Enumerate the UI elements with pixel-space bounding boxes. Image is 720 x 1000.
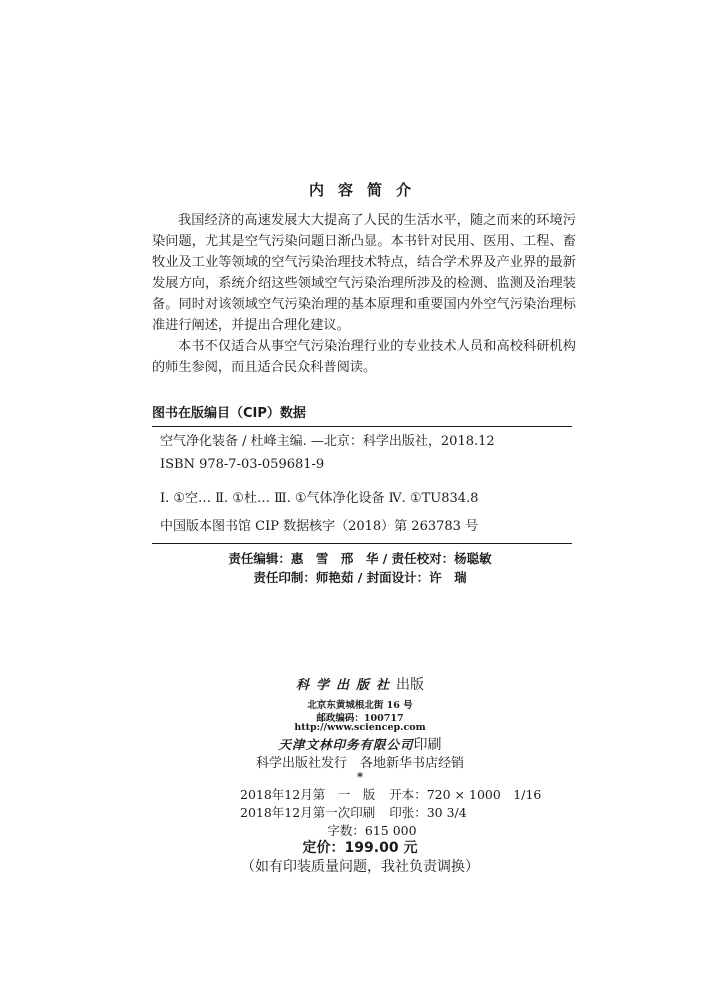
printing-line xyxy=(240,803,467,821)
cip-title-line: 空气净化装备 / 杜峰主编. —北京：科学出版社，2018.12 xyxy=(160,434,495,449)
print-date: 2018年12月第一次印刷 xyxy=(240,805,376,820)
separator-star: * xyxy=(356,770,364,784)
publisher-name: 科学出版社 xyxy=(295,678,396,693)
cip-classification: Ⅰ. ①空… Ⅱ. ①杜… Ⅲ. ①气体净化设备 Ⅳ. ①TU834.8 xyxy=(160,491,479,506)
edition-line xyxy=(240,785,541,803)
cip-heading: 图书在版编目（CIP）数据 xyxy=(152,406,306,421)
book-format: 开本：720 × 1000 1/16 xyxy=(389,787,542,802)
summary-paragraph: 本书不仅适合从事空气污染治理行业的专业技术人员和高校科研机构的师生参阅，而且适合民众科普阅读。 xyxy=(152,339,576,375)
summary-title: 内容简介 xyxy=(308,181,425,199)
production-credits: 责任印制：师艳茹 / 封面设计：许 瑞 xyxy=(253,570,467,585)
publisher-postcode: 邮政编码：100717 xyxy=(316,713,404,724)
summary-body xyxy=(152,210,576,378)
edition-date: 2018年12月第 一 版 xyxy=(240,787,376,802)
cip-record-number: 中国版本图书馆 CIP 数据核字（2018）第 263783 号 xyxy=(160,519,479,534)
publisher-line xyxy=(0,674,720,694)
divider xyxy=(152,426,572,427)
word-count: 字数：615 000 xyxy=(327,823,417,838)
publisher-url: http://www.sciencep.com xyxy=(294,722,426,733)
quality-notice: （如有印装质量问题，我社负责调换） xyxy=(241,859,479,875)
divider xyxy=(152,543,572,544)
printer-name: 天津文林印务有限公司 xyxy=(278,737,414,752)
publisher-address: 北京东黄城根北街 16 号 xyxy=(307,700,413,711)
print-sheets: 印张：30 3/4 xyxy=(389,805,467,820)
printer-suffix: 印刷 xyxy=(413,737,442,753)
cip-isbn: ISBN 978-7-03-059681-9 xyxy=(160,457,325,472)
publisher-suffix: 出版 xyxy=(396,677,424,693)
editor-credits: 责任编辑：惠 雪 邢 华 / 责任校对：杨聪敏 xyxy=(228,551,492,566)
price: 定价：199.00 元 xyxy=(302,840,418,856)
distribution-line: 科学出版社发行 各地新华书店经销 xyxy=(255,756,464,771)
summary-paragraph: 我国经济的高速发展大大提高了人民的生活水平，随之而来的环境污染问题，尤其是空气污染问题日渐凸显。本书针对民用、医用、工程、畜牧业及工业等领域的空气污染治理技术特点，结合学术界及产业界的最新发展方向，系统介绍这些领域空气污染治理所涉及的检测、监测及治理装备。同时对该领域空气污染治理的基本原理和重要国内外空气污染治理标准进行阐述，并提出合理化建议。 xyxy=(152,213,576,333)
printer-line xyxy=(0,734,720,754)
